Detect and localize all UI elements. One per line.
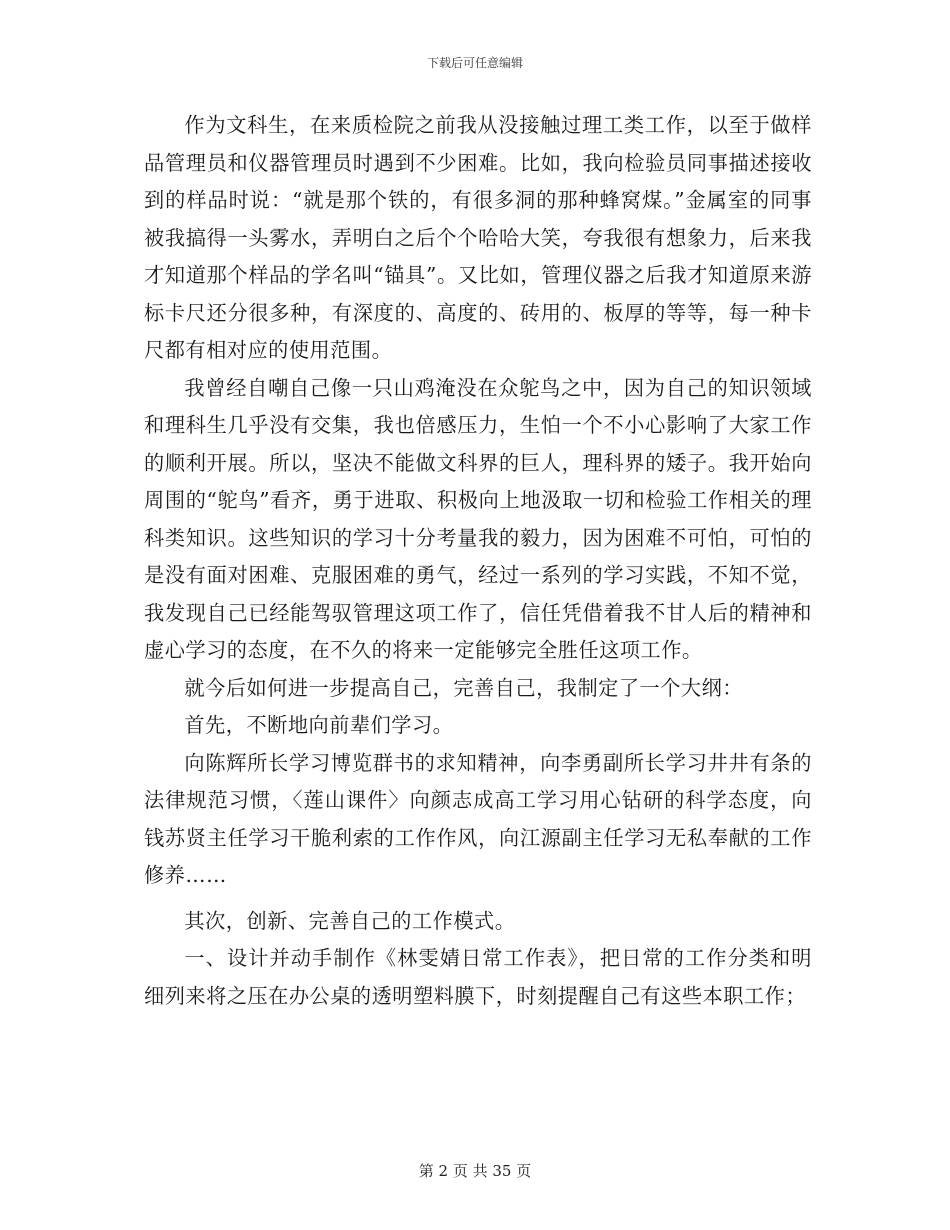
paragraph-4: 首先，不断地向前辈们学习。 <box>184 713 454 737</box>
paragraph-7: 一、设计并动手制作《林雯婧日常工作表》，把日常的工作分类和明细列来将之压在办公桌的透明塑料膜下，时刻提醒自己有这些本职工作； <box>144 946 812 1008</box>
paragraph-1: 作为文科生，在来质检院之前我从没接触过理工类工作，以至于做样品管理员和仪器管理员时遇到不少困难。比如，我向检验员同事描述接收到的样品时说：“就是那个铁的，有很多洞的那种蜂窝煤。”金属室的同事被我搞得一头雾水，弄明白之后个个哈哈大笑，夸我很有想象力，后来我才知道那个样品的学名叫“锚具”。又比如，管理仪器之后我才知道原来游标卡尺还分很多种，有深度的、高度的、砖用的、板厚的等等，每一种卡尺都有相对应的使用范围。 <box>144 113 812 362</box>
paragraph-3: 就今后如何进一步提高自己，完善自己，我制定了一个大纲： <box>184 675 743 700</box>
page-footer: 第 2 页 共 35 页 <box>418 1162 532 1180</box>
paragraph-spacer <box>144 895 812 903</box>
paragraph-6: 其次，创新、完善自己的工作模式。 <box>184 908 516 933</box>
page-header: 下载后可任意编辑 <box>426 56 523 70</box>
paragraph-2: 我曾经自嘲自己像一只山鸡淹没在众鸵鸟之中，因为自己的知识领域和理科生几乎没有交集，我也倍感压力，生怕一个不小心影响了大家工作的顺利开展。所以，坚决不能做文科界的巨人，理科界的矮子。我开始向周围的“鸵鸟”看齐，勇于进取、积极向上地汲取一切和检验工作相关的理科类知识。这些知识的学习十分考量我的毅力，因为困难不可怕，可怕的是没有面对困难、克服困难的勇气，经过一系列的学习实践，不知不觉，我发现自己已经能驾驭管理这项工作了，信任凭借着我不甘人后的精神和虚心学习的态度，在不久的将来一定能够完全胜任这项工作。 <box>144 375 812 662</box>
paragraph-5: 向陈辉所长学习博览群书的求知精神，向李勇副所长学习井井有条的法律规范习惯，〈莲山课件〉向颜志成高工学习用心钻研的科学态度，向钱苏贤主任学习干脆利索的工作作风，向江源副主任学习无私奉献的工作修养…… <box>144 750 812 887</box>
document-body <box>144 107 812 1015</box>
